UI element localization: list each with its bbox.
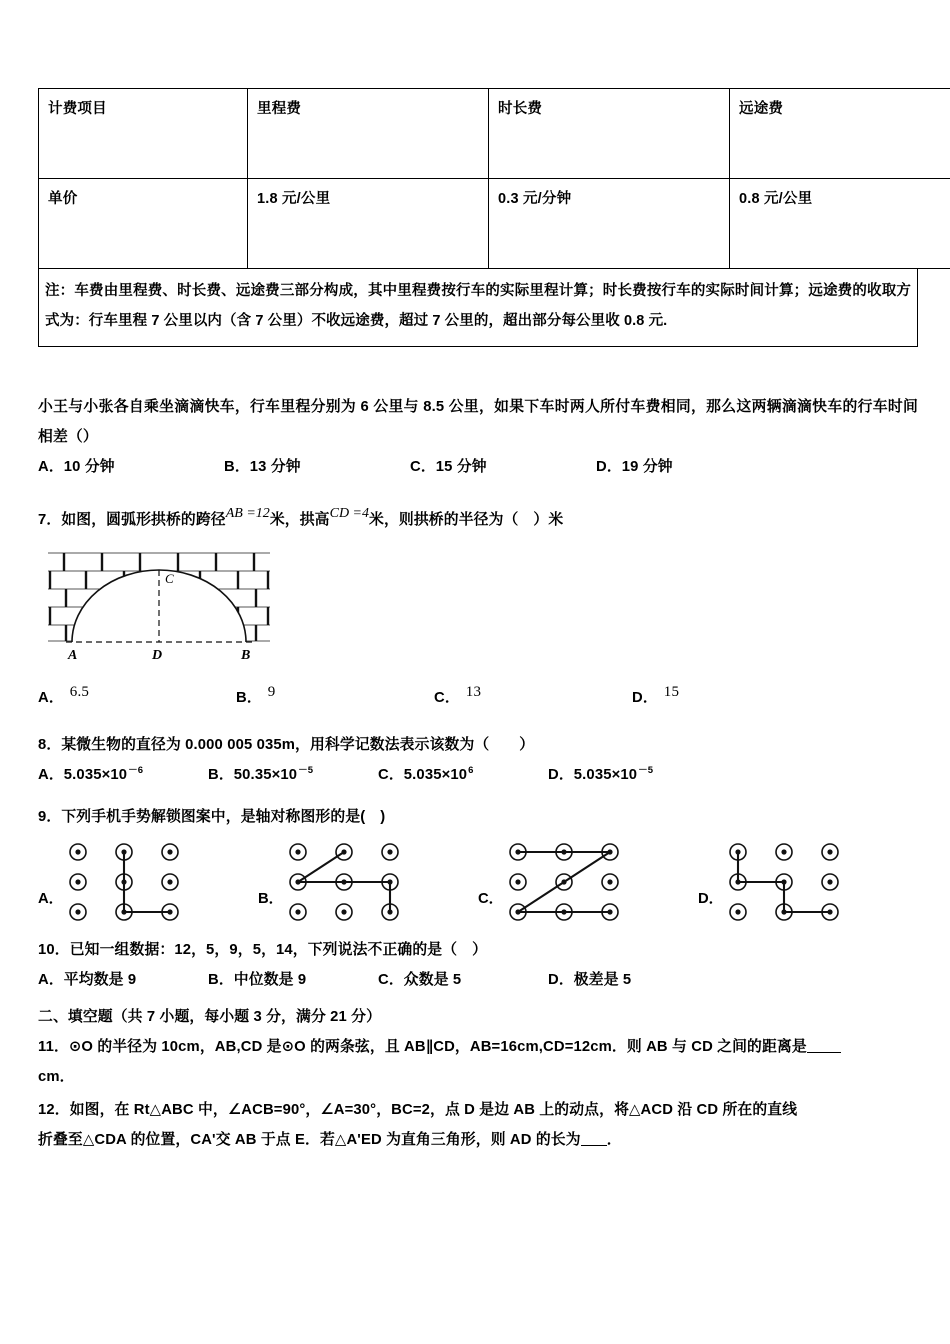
unlock-pattern-c-icon — [504, 838, 628, 926]
option-d-key: D． — [548, 971, 574, 988]
question-6 — [38, 393, 918, 482]
question-7-math-cd: CD =4 — [329, 506, 370, 522]
question-6-options — [38, 453, 918, 483]
question-7-lead: 如图，圆弧形拱桥的跨径 — [61, 512, 226, 529]
option-c-value: 13 — [465, 683, 482, 700]
option-c[interactable] — [410, 453, 596, 483]
option-b-key: B． — [236, 689, 262, 706]
question-9 — [38, 803, 918, 927]
option-b-key: B． — [258, 890, 284, 907]
question-10 — [38, 936, 918, 995]
question-12-text: 折叠至△CDA 的位置，CA'交 AB 于点 E．若△A'ED 为直角三角形，则 AD 的长为 — [38, 1131, 581, 1148]
option-c[interactable] — [378, 761, 548, 791]
option-b-text: 13 分钟 — [249, 458, 301, 475]
option-d-key: D． — [632, 689, 658, 706]
question-7-options — [38, 677, 918, 714]
option-a-key: A． — [38, 689, 64, 706]
question-7-stem — [38, 500, 918, 536]
option-d[interactable] — [596, 453, 782, 483]
option-c-key: C． — [434, 689, 460, 706]
label-b: B — [241, 647, 251, 663]
option-c-exponent: 6 — [468, 765, 474, 776]
label-c: C — [165, 570, 174, 586]
question-12-line1: 12．如图，在 Rt△ABC 中，∠ACB=90°，∠A=30°，BC=2，点 D 是边 AB 上的动点，将△ACD 沿 CD 所在的直线 — [38, 1102, 798, 1119]
option-b-key: B． — [224, 458, 250, 475]
question-11-line1 — [38, 1033, 918, 1063]
arch-bridge-figure — [46, 546, 918, 669]
option-a-key: A． — [38, 971, 64, 988]
table-note-box — [38, 269, 918, 347]
option-b[interactable] — [224, 453, 410, 483]
option-c-key: C． — [410, 458, 436, 475]
question-6-stem: 小王与小张各自乘坐滴滴快车，行车里程分别为 6 公里与 8.5 公里，如果下车时两人所付车费相同，那么这两辆滴滴快车的行车时间相差（） — [38, 399, 918, 446]
question-11-line2: cm． — [38, 1068, 75, 1085]
option-d-key: D． — [548, 767, 574, 783]
table-cell-longdistance-price: 0.8 元/公里 — [730, 179, 950, 269]
brick-wall — [48, 552, 270, 642]
question-7-tail: 米，则拱桥的半径为（ ）米 — [369, 512, 564, 529]
option-a-exponent: －6 — [128, 765, 144, 776]
option-b-text: 中位数是 9 — [233, 971, 307, 988]
unlock-pattern-a-icon — [64, 838, 188, 926]
option-d[interactable] — [632, 677, 830, 714]
option-d[interactable] — [548, 966, 718, 996]
option-c-text: 众数是 5 — [403, 971, 462, 988]
table-header-cell-mileage: 里程费 — [248, 89, 489, 179]
table-cell-unitprice-label: 单价 — [39, 179, 248, 269]
option-a[interactable] — [38, 966, 208, 996]
option-b[interactable] — [208, 761, 378, 791]
table-row — [39, 179, 950, 269]
option-d[interactable] — [698, 838, 918, 926]
option-b-mantissa: 50.35×10 — [233, 767, 298, 783]
option-d-mantissa: 5.035×10 — [573, 767, 638, 783]
pattern-a-path — [124, 852, 170, 912]
unlock-pattern-d-icon — [724, 838, 848, 926]
option-a-key: A． — [38, 767, 64, 783]
table-header-cell-duration: 时长费 — [489, 89, 730, 179]
option-b[interactable] — [208, 966, 378, 996]
fee-table — [38, 88, 950, 269]
question-10-options — [38, 966, 918, 996]
question-7-mid: 米，拱高 — [269, 512, 330, 529]
option-d-key: D． — [698, 890, 724, 907]
option-b-exponent: －5 — [298, 765, 314, 776]
table-header-cell-item: 计费项目 — [39, 89, 248, 179]
question-10-stem: 10．已知一组数据：12，5，9，5，14，下列说法不正确的是（ ） — [38, 942, 488, 959]
option-a[interactable] — [38, 677, 236, 714]
option-d-exponent: －5 — [638, 765, 654, 776]
option-a-text: 10 分钟 — [63, 458, 115, 475]
option-a[interactable] — [38, 838, 258, 926]
table-header-cell-longdistance: 远途费 — [730, 89, 950, 179]
question-8 — [38, 731, 918, 790]
option-d-text: 19 分钟 — [621, 458, 673, 475]
option-d-value: 15 — [663, 683, 680, 700]
option-b-value: 9 — [267, 683, 276, 700]
option-c-key: C． — [378, 971, 404, 988]
option-a[interactable] — [38, 453, 224, 483]
option-c-mantissa: 5.035×10 — [403, 767, 468, 783]
question-9-options — [38, 838, 918, 926]
option-d-text: 极差是 5 — [573, 971, 632, 988]
unlock-pattern-b-icon — [284, 838, 408, 926]
option-d[interactable] — [548, 761, 718, 791]
table-header-row — [39, 89, 950, 179]
option-d-key: D． — [596, 458, 622, 475]
option-c[interactable] — [378, 966, 548, 996]
question-12 — [38, 1096, 918, 1155]
option-b-key: B． — [208, 971, 234, 988]
question-7-number: 7． — [38, 512, 62, 529]
table-cell-mileage-price: 1.8 元/公里 — [248, 179, 489, 269]
table-note-text: 注：车费由里程费、时长费、远途费三部分构成，其中里程费按行车的实际里程计算；时长费按行车的实际时间计算；远途费的收取方式为：行车里程 7 公里以内（含 7 公里）不收远途费，超过 7 公里的，超出部分每公里收 0.8 元. — [45, 283, 911, 329]
option-c[interactable] — [478, 838, 698, 926]
option-a[interactable] — [38, 761, 208, 791]
question-12-line2 — [38, 1126, 918, 1156]
option-a-mantissa: 5.035×10 — [63, 767, 128, 783]
question-7-math-ab: AB =12 — [225, 506, 270, 522]
answer-blank[interactable] — [807, 1052, 841, 1053]
option-a-key: A． — [38, 890, 64, 907]
question-9-stem: 9．下列手机手势解锁图案中，是轴对称图形的是( ) — [38, 808, 386, 825]
option-c-key: C． — [478, 890, 504, 907]
question-8-stem: 8．某微生物的直径为 0.000 005 035m，用科学记数法表示该数为（ ） — [38, 737, 535, 754]
question-11-text: 11．⊙O 的半径为 10cm，AB,CD 是⊙O 的两条弦，且 AB∥CD，AB=16cm,CD=12cm．则 AB 与 CD 之间的距离是 — [38, 1038, 807, 1055]
option-c[interactable] — [434, 677, 632, 714]
option-c-key: C． — [378, 767, 404, 783]
label-a: A — [68, 647, 78, 663]
option-b[interactable] — [236, 677, 434, 714]
question-7 — [38, 500, 918, 713]
option-b-key: B． — [208, 767, 234, 783]
question-8-options — [38, 761, 918, 791]
table-cell-duration-price: 0.3 元/分钟 — [489, 179, 730, 269]
question-12-period: ． — [606, 1131, 622, 1148]
option-b[interactable] — [258, 838, 478, 926]
arch-bridge-svg — [46, 546, 272, 664]
option-a-key: A． — [38, 458, 64, 475]
label-d: D — [152, 647, 163, 663]
page-content — [38, 88, 918, 1155]
answer-blank[interactable] — [581, 1145, 607, 1146]
question-11 — [38, 1033, 918, 1092]
option-a-text: 平均数是 9 — [63, 971, 137, 988]
option-a-value: 6.5 — [69, 683, 89, 700]
option-c-text: 15 分钟 — [435, 458, 487, 475]
section-2-heading: 二、填空题（共 7 小题，每小题 3 分，满分 21 分） — [38, 1009, 382, 1026]
